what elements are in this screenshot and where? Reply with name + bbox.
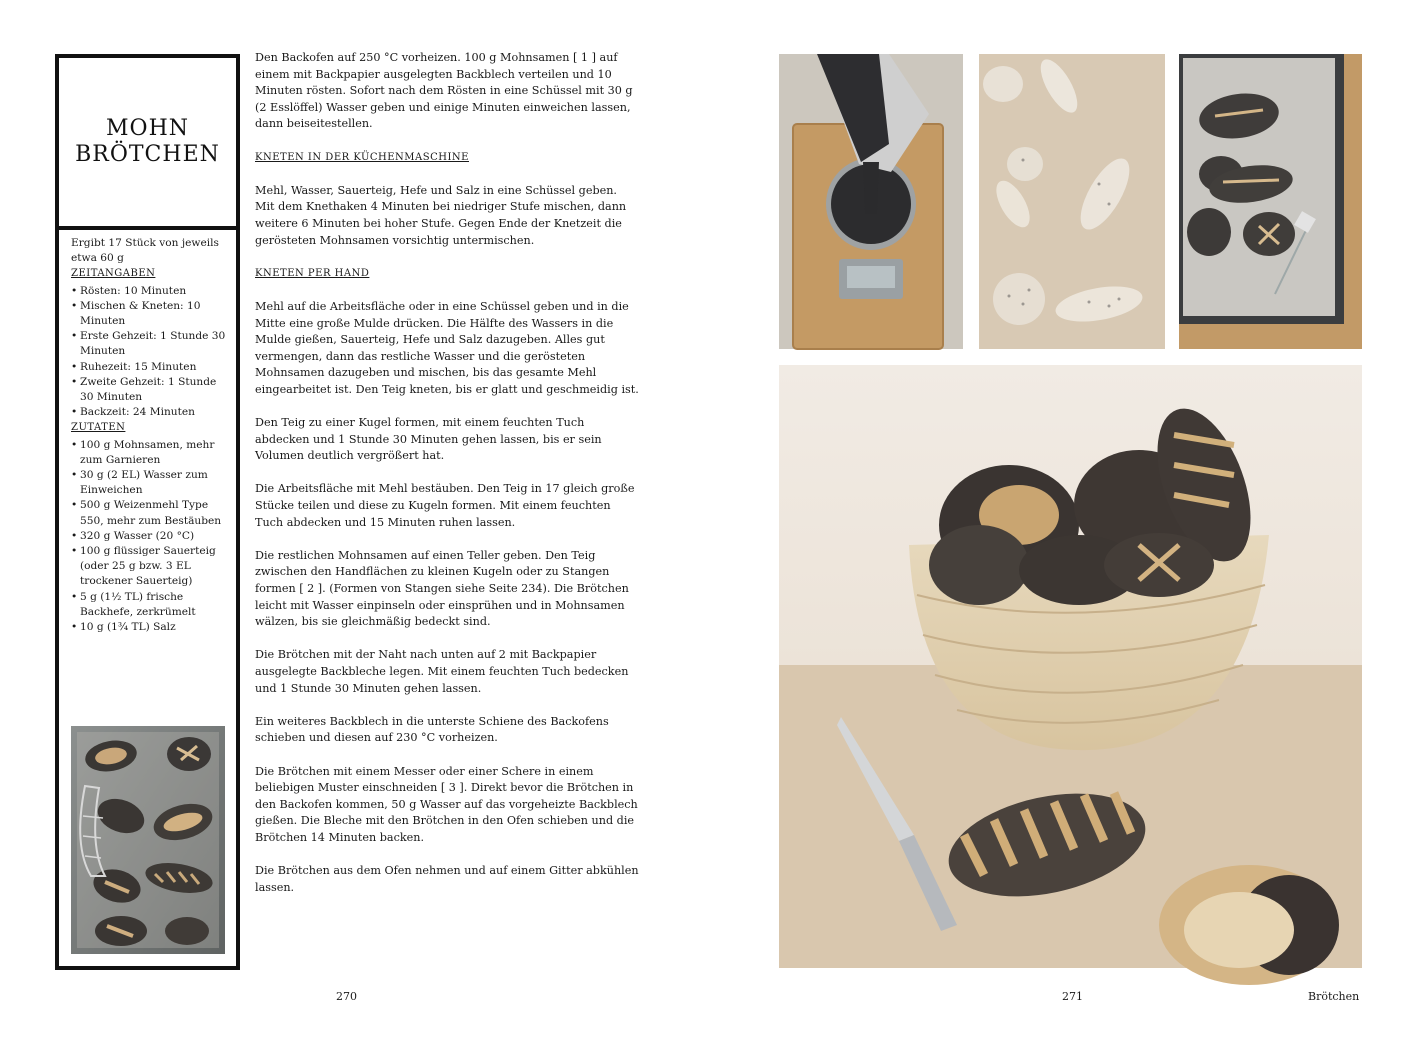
ingredient-item: • 100 g flüssiger Sauerteig (oder 25 g bzw. 3 EL trockener Sauerteig) <box>71 544 229 590</box>
recipe-title-line-2: BRÖTCHEN <box>75 142 220 167</box>
times-item: • Mischen & Kneten: 10 Minuten <box>71 299 229 329</box>
ingredient-item: • 10 g (1¾ TL) Salz <box>71 620 229 635</box>
recipe-sidebar <box>55 54 240 970</box>
times-item: • Backzeit: 24 Minuten <box>71 405 229 420</box>
recipe-instructions <box>255 50 640 913</box>
title-box <box>59 58 236 230</box>
step-photo-1 <box>779 54 963 349</box>
instruction-paragraph: Die Brötchen mit der Naht nach unten auf 2 mit Backpapier ausgelegte Backbleche legen. Mit einem feuchten Tuch bedecken und 1 Stunde 30 Minuten gehen lassen. <box>255 648 629 695</box>
times-item: • Erste Gehzeit: 1 Stunde 30 Minuten <box>71 329 229 359</box>
times-list <box>71 284 229 421</box>
left-page-number: 270 <box>336 990 357 1003</box>
times-item: • Rösten: 10 Minuten <box>71 284 229 299</box>
right-page <box>709 0 1418 1063</box>
recipe-title-line-1: MOHN <box>106 116 189 141</box>
recipe-info <box>71 236 229 635</box>
times-item: • Ruhezeit: 15 Minuten <box>71 360 229 375</box>
instruction-paragraph: Die restlichen Mohnsamen auf einen Teller geben. Den Teig zwischen den Handflächen zu kleinen Kugeln oder zu Stangen formen [ 2 ]. (Formen von Stangen siehe Seite 234). Die Brötchen leicht mit Wasser einpinseln oder einsprühen und in Mohnsamen wälzen, bis sie gleichmäßig bedeckt sind. <box>255 548 629 629</box>
baked-rolls-tray-photo <box>71 726 225 954</box>
ingredients-heading: ZUTATEN <box>71 422 126 434</box>
times-item: • Zweite Gehzeit: 1 Stunde 30 Minuten <box>71 375 229 405</box>
times-heading: ZEITANGABEN <box>71 268 156 280</box>
step-photo-2 <box>979 54 1165 349</box>
instruction-paragraph: Mehl auf die Arbeitsfläche oder in eine Schüssel geben und in die Mitte eine große Mulde drücken. Die Hälfte des Wassers in die Mulde gießen, Sauerteig, Hefe und Salz dazugeben. Alles gut vermengen, dann das restliche Wasser und die gerösteten Mohnsamen dazugeben und mischen, bis das gesamte Mehl eingearbeitet ist. Den Teig kneten, bis er glatt und geschmeidig ist. <box>255 299 639 396</box>
instruction-paragraph: Den Backofen auf 250 °C vorheizen. 100 g Mohnsamen [ 1 ] auf einem mit Backpapier ausgelegten Backblech verteilen und 10 Minuten rösten. Sofort nach dem Rösten in eine Schüssel mit 30 g (2 Esslöffel) Wasser geben und einige Minuten einweichen lassen, dann beiseitestellen. <box>255 51 633 131</box>
instruction-paragraph: Die Arbeitsfläche mit Mehl bestäuben. Den Teig in 17 gleich große Stücke teilen und diese zu Kugeln formen. Mit einem feuchten Tuch abdecken und 15 Minuten ruhen lassen. <box>255 482 635 529</box>
instruction-paragraph: Die Brötchen mit einem Messer oder einer Schere in einem beliebigen Muster einschneiden [ 3 ]. Direkt bevor die Brötchen in den Backofen kommen, 50 g Wasser auf das vorgeheizte Backblech gießen. Die Bleche mit den Brötchen in den Ofen schieben und die Brötchen 14 Minuten backen. <box>255 764 638 844</box>
ingredient-item: • 320 g Wasser (20 °C) <box>71 529 229 544</box>
right-page-number: 271 <box>1062 990 1083 1003</box>
instruction-paragraph: Den Teig zu einer Kugel formen, mit einem feuchten Tuch abdecken und 1 Stunde 30 Minuten gehen lassen, bis er sein Volumen deutlich vergrößert hat. <box>255 416 602 463</box>
ingredient-item: • 5 g (1½ TL) frische Backhefe, zerkrümelt <box>71 590 229 620</box>
instruction-paragraph: Ein weiteres Backblech in die unterste Schiene des Backofens schieben und diesen auf 230 °C vorheizen. <box>255 714 609 745</box>
instruction-paragraph: Mehl, Wasser, Sauerteig, Hefe und Salz in eine Schüssel geben. Mit dem Knethaken 4 Minuten bei niedriger Stufe mischen, dann weitere 6 Minuten bei hoher Stufe. Gegen Ende der Knetzeit die gerösteten Mohnsamen vorsichtig untermischen. <box>255 183 627 247</box>
rolls-basket-photo <box>779 365 1362 968</box>
hand-kneading-heading: KNETEN PER HAND <box>255 267 370 279</box>
ingredient-item: • 30 g (2 EL) Wasser zum Einweichen <box>71 468 229 498</box>
ingredient-item: • 500 g Weizenmehl Type 550, mehr zum Bestäuben <box>71 498 229 528</box>
ingredients-list <box>71 438 229 636</box>
machine-kneading-heading: KNETEN IN DER KÜCHENMASCHINE <box>255 151 469 163</box>
running-section-title: Brötchen <box>1308 990 1360 1003</box>
step-photo-3 <box>1179 54 1362 349</box>
ingredient-item: • 100 g Mohnsamen, mehr zum Garnieren <box>71 438 229 468</box>
yield-text: Ergibt 17 Stück von jeweils etwa 60 g <box>71 237 219 265</box>
instruction-paragraph: Die Brötchen aus dem Ofen nehmen und auf einem Gitter abkühlen lassen. <box>255 864 639 894</box>
